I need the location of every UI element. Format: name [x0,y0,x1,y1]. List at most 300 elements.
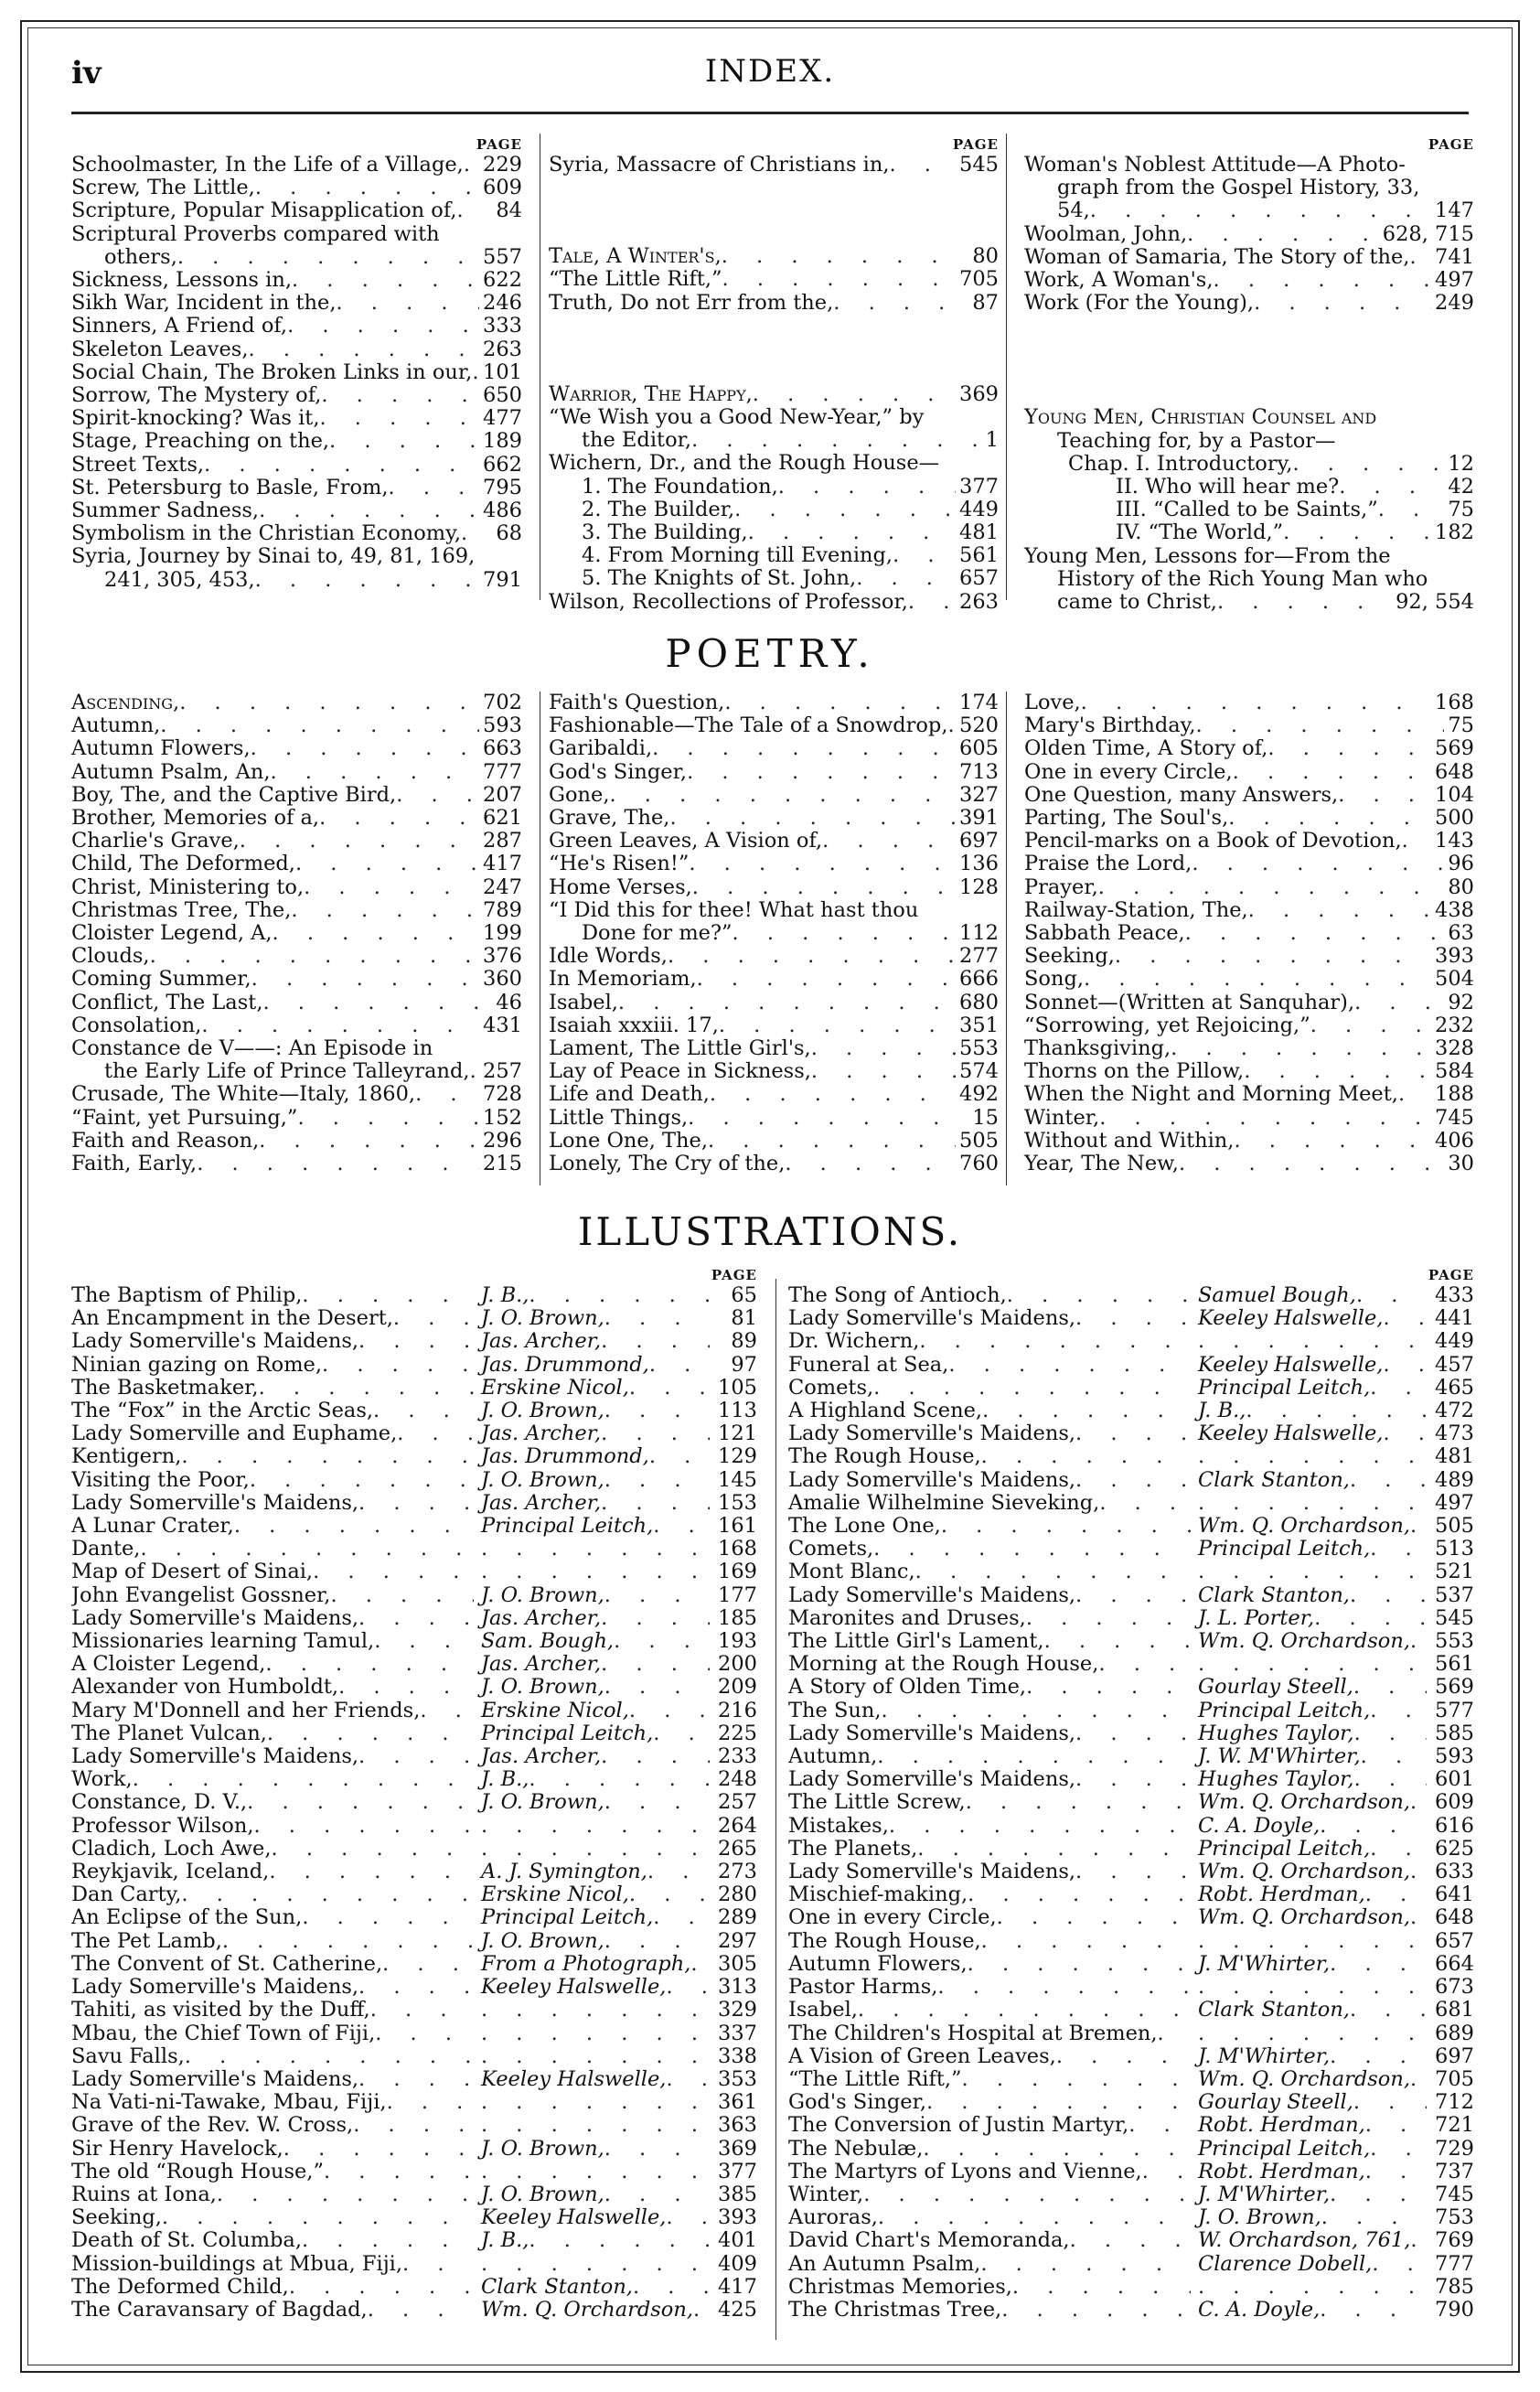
illustration-page: 553 [1435,1629,1474,1654]
illustration-title: Mary M'Donnell and her Friends, [71,1699,421,1722]
entry-title: Woolman, John, [1024,221,1188,246]
leader-dots [724,692,956,714]
illustration-entry [71,1791,757,1814]
illustration-artist: Sam. Bough, [481,1630,615,1654]
entry-title: Olden Time, A Story of, [1024,736,1268,761]
index-entry [1024,899,1474,922]
entry-title: “Faint, yet Pursuing,” [71,1105,298,1130]
illustration-title: Tahiti, as visited by the Duff, [71,1999,370,2022]
leader-dots [481,2161,710,2183]
index-entry [549,761,999,784]
page-label: PAGE [952,136,999,153]
illustration-entry [788,1722,1474,1745]
column-divider [775,1279,776,2340]
illustration-title: The “Fox” in the Arctic Seas, [71,1400,374,1423]
illustration-artist: Gourlay Steell, [1198,2091,1353,2115]
entry-page: 500 [1435,806,1474,831]
illustration-artist: Keeley Halswelle, [1198,1307,1384,1331]
entry-title: II. Who will hear me? [1116,475,1340,499]
illustration-entry [788,1354,1474,1377]
index-entry [1024,292,1474,315]
entry-title: Lonely, The Cry of the, [549,1152,786,1176]
illustration-page: 353 [718,2066,757,2091]
leader-dots [368,2299,474,2322]
illustration-artist: C. A. Doyle, [1198,2298,1321,2322]
leader-dots [1244,1060,1431,1083]
index-entry [71,876,522,899]
entry-title: Praise the Lord, [1024,852,1192,876]
illustration-artist: J. B., [481,1768,529,1792]
illustration-entry [788,1377,1474,1400]
entry-title: Constance de V——: An Episode in [71,1036,433,1061]
illustration-artist: J. O. Brown, [1198,2206,1321,2230]
leader-dots [481,1538,710,1561]
entry-title: Christ, Ministering to, [71,874,305,899]
leader-dots [250,1469,474,1492]
illustration-entry [788,2114,1474,2137]
illustration-entry [788,1883,1474,1906]
illustration-artist: Jas. Archer, [481,1422,602,1446]
index-entry [549,1014,999,1037]
leader-dots [1196,714,1445,737]
leader-dots [324,2161,474,2183]
leader-dots [1233,761,1431,784]
leader-dots [481,1838,710,1861]
illustration-entry [788,1630,1474,1653]
entry-page: 369 [959,381,999,406]
leader-dots [693,2299,710,2322]
index-entry [1024,1037,1474,1060]
entry-title: Sikh War, Incident in the, [71,291,337,316]
index-entry [1024,853,1474,875]
entry-title: “I Did this for thee! What hast thou [549,897,919,922]
illustration-title: A Story of Olden Time, [788,1676,1027,1700]
illustration-artist: Jas. Archer, [481,1606,602,1630]
index-entry [549,591,999,614]
leader-dots [1158,2022,1191,2045]
illustration-artist: Jas. Archer, [481,1330,602,1354]
entry-title: Chap. I. Introductory, [1068,451,1293,476]
illustration-title: Mbau, the Chief Town of Fiji, [71,2022,376,2045]
entry-page: 63 [1448,921,1474,946]
index-entry [71,1153,522,1175]
entry-title: 54, [1057,198,1090,223]
leader-dots [890,154,957,177]
illustration-entry [71,1976,757,1999]
entry-page: 628, 715 [1382,221,1474,246]
illustration-artist: C. A. Doyle, [1198,1814,1321,1838]
illustration-artist: J. O. Brown, [481,1468,604,1492]
spacer [1024,338,1474,360]
leader-dots [1410,1791,1427,1814]
leader-dots [1198,1445,1427,1468]
leader-dots [1410,1861,1427,1883]
entry-title: Thanksgiving, [1024,1036,1171,1061]
leader-dots [629,1700,710,1722]
leader-dots [1350,1584,1427,1607]
leader-dots [1198,1976,1427,1999]
entry-page: 75 [1448,713,1474,738]
leader-dots [649,1354,710,1377]
leader-dots [708,1130,956,1153]
leader-dots [1228,807,1431,830]
illustration-page: 729 [1435,2136,1474,2161]
index-entry [71,761,522,784]
illustration-page: 329 [718,1998,757,2022]
illustration-entry [788,1400,1474,1422]
leader-dots [1330,1953,1427,1976]
illustration-title: Lady Somerville and Euphame, [71,1422,398,1446]
illustration-title: The Pet Lamb, [71,1929,222,1953]
illustration-title: Auroras, [788,2206,878,2230]
leader-dots [358,1745,474,1768]
illustration-title: The Rough House, [788,1445,981,1469]
entry-page: 174 [959,691,999,714]
illustration-artist: W. Orchardson, 761, [1198,2229,1411,2253]
index-entry [549,1153,999,1175]
illustration-entry [788,1492,1474,1515]
leader-dots [1081,692,1431,714]
illustration-page: 393 [718,2205,757,2230]
illustration-artist: Robt. Herdman, [1198,2114,1365,2138]
illustration-page: 721 [1435,2113,1474,2138]
spacer [1024,360,1474,383]
illustration-title: The Martyrs of Lyons and Vienne, [788,2160,1142,2183]
index-entry [71,454,522,477]
index-entry [71,269,522,292]
leader-dots [1339,476,1444,499]
illustration-artist: Keeley Halswelle, [1198,1422,1384,1446]
illustration-title: The Christmas Tree, [788,2298,1002,2322]
entry-page: 391 [959,806,999,831]
leader-dots [1075,1584,1191,1607]
leader-dots [1383,1422,1427,1445]
leader-dots [601,1330,710,1353]
leader-dots [481,2253,710,2276]
leader-dots [358,2068,474,2091]
illustration-page: 193 [718,1629,757,1654]
index-entry [549,899,999,922]
leader-dots [1128,2114,1191,2137]
leader-dots [382,1953,474,1976]
illustration-page: 625 [1435,1836,1474,1861]
illustration-entry [71,2091,757,2114]
leader-dots [666,2068,710,2091]
leader-dots [653,1515,710,1538]
illustration-entry [788,1330,1474,1353]
illustration-title: The Planets, [788,1837,918,1861]
illustration-page: 609 [1435,1790,1474,1815]
illustration-artist: Hughes Taylor, [1198,1768,1354,1792]
illustration-title: Lady Somerville's Maidens, [788,1722,1076,1745]
entry-title: Sorrow, The Mystery of, [71,383,322,408]
leader-dots [338,1676,474,1699]
illustration-page: 790 [1435,2297,1474,2322]
leader-dots [604,1307,710,1330]
leader-dots [604,1676,710,1699]
illustration-page: 113 [718,1399,757,1423]
illustration-entry [71,2022,757,2045]
entry-page: 713 [959,759,999,784]
leader-dots [251,968,479,991]
leader-dots [201,1014,479,1037]
illustration-page: 472 [1435,1399,1474,1423]
index-entry [71,223,522,246]
entry-page: 188 [1435,1082,1474,1107]
leader-dots [863,2183,1191,2206]
index-entry [1024,1107,1474,1130]
leader-dots [601,1745,710,1768]
leader-dots [1185,922,1445,945]
entry-title: Christmas Tree, The, [71,897,292,922]
leader-dots [941,1515,1191,1538]
leader-dots [1099,1492,1191,1515]
illustration-title: Ruins at Iona, [71,2183,217,2206]
illustration-title: Ninian gazing on Rome, [71,1353,323,1377]
illustration-artist: Wm. Q. Orchardson, [1198,1515,1410,1539]
leader-dots [981,1930,1191,1953]
leader-dots [1075,1307,1191,1330]
index-entry [71,945,522,968]
illustration-artist: Keeley Halswelle, [481,2206,667,2230]
illustration-artist: Jas. Drummond, [481,1445,649,1469]
illustration-title: Savu Falls, [71,2044,185,2068]
entry-title: Faith, Early, [71,1152,198,1176]
illustration-entry [788,2138,1474,2161]
illustration-entry [71,2276,757,2299]
index-entry [1024,476,1474,499]
illustration-title: The Baptism of Philip, [71,1284,303,1307]
illustration-entry [71,1377,757,1400]
leader-dots [601,1653,710,1676]
illustration-artist: Principal Leitch, [1198,1699,1371,1722]
entry-page: 728 [483,1082,522,1107]
entry-title: Scriptural Proverbs compared with [71,221,440,246]
index-entry [71,361,522,384]
entry-title: Fashionable—The Tale of a Snowdrop, [549,713,948,738]
index-entry [71,407,522,430]
entry-page: 666 [959,967,999,992]
index-entry [1024,1083,1474,1106]
index-entry [549,830,999,853]
spacer [1024,383,1474,406]
illustrations-column-2 [788,1264,1474,2322]
leader-dots [1171,1037,1431,1060]
illustration-title: Mission-buildings at Mbua, Fiji, [71,2252,403,2276]
illustration-entry [71,1906,757,1929]
leader-dots [1254,292,1431,315]
leader-dots [719,1014,956,1037]
illustration-entry [788,2183,1474,2206]
entry-page: 569 [1435,736,1474,761]
index-entry [549,1130,999,1153]
leader-dots [1044,1630,1191,1653]
illustration-entry [71,1330,757,1353]
illustration-entry [788,2206,1474,2229]
leader-dots [1410,1906,1427,1929]
page-label: PAGE [476,136,522,153]
illustration-page: 313 [718,1975,757,2000]
entry-title: Parting, The Soul's, [1024,806,1229,831]
index-entry [71,499,522,522]
index-entry [71,784,522,807]
entry-title: Isabel, [549,990,618,1014]
leader-dots [753,383,956,406]
illustration-page: 712 [1435,2090,1474,2115]
index-entry [549,245,999,268]
illustration-page: 657 [1435,1928,1474,1953]
leader-dots [873,1377,1191,1400]
entry-page: 1 [985,428,999,453]
index-entry [1024,922,1474,945]
index-entry [1024,692,1474,714]
entry-page: 207 [483,782,522,807]
leader-dots [374,1630,474,1653]
entry-title: Coming Summer, [71,967,251,992]
illustration-entry [71,2229,757,2252]
leader-dots [1098,1653,1191,1676]
leader-dots [1179,1153,1444,1175]
leader-dots [687,761,956,784]
illustration-title: Constance, D. V., [71,1791,248,1815]
illustration-page: 305 [718,1951,757,1976]
leader-dots [481,2091,710,2114]
entry-title: Charlie's Grave, [71,829,240,853]
entry-page: 574 [959,1059,999,1084]
illustration-entry [788,1976,1474,1999]
illustration-title: Map of Desert of Sinai, [71,1561,314,1584]
entry-title: Child, The Deformed, [71,852,295,876]
entry-title: Grave, The, [549,806,670,831]
index-entry [549,922,999,945]
illustration-title: An Eclipse of the Sun, [71,1906,303,1930]
illustration-entry [788,2299,1474,2322]
leader-dots [420,1700,474,1722]
illustration-title: God's Singer, [788,2091,927,2115]
entry-page: 650 [483,383,522,408]
index-entry [71,1014,522,1037]
illustration-page: 465 [1435,1375,1474,1400]
leader-dots [1365,1883,1427,1906]
leader-dots [1198,2022,1427,2045]
entry-title: Work (For the Young), [1024,291,1255,316]
illustration-title: Lady Somerville's Maidens, [71,1491,359,1515]
index-entry [1024,1014,1474,1037]
illustration-title: The Little Girl's Lament, [788,1630,1044,1654]
leader-dots [240,830,479,853]
illustration-title: Autumn Flowers, [788,1952,968,1976]
leader-dots [968,1883,1191,1906]
leader-dots [1070,2229,1191,2252]
entry-title: Idle Words, [549,944,668,969]
illustration-artist: Erskine Nicol, [481,1376,629,1400]
entry-page: 84 [496,198,522,223]
entry-title: Lone One, The, [549,1128,708,1153]
illustration-title: Seeking, [71,2206,162,2230]
illustration-artist: Principal Leitch, [1198,1837,1371,1861]
index-entry [549,383,999,406]
leader-dots [692,876,956,899]
illustration-artist: Jas. Archer, [481,1653,602,1677]
leader-dots [604,1791,710,1814]
illustration-page: 385 [718,2182,757,2206]
poetry-column-2 [549,692,999,1175]
illustration-artist: Samuel Bough, [1198,1284,1356,1307]
entry-title: Faith's Question, [549,691,725,714]
leader-dots [181,1445,474,1468]
illustration-page: 777 [1435,2251,1474,2276]
index-entry [549,876,999,899]
entry-page: 80 [1448,874,1474,899]
leader-dots [358,1976,474,1999]
entry-page: 215 [483,1152,522,1176]
entry-title: Wilson, Recollections of Professor, [549,589,908,614]
index-entry [549,1037,999,1060]
leader-dots [255,177,479,199]
entry-title: Stage, Preaching on the, [71,429,330,454]
leader-dots [1099,1107,1431,1130]
header-rule [71,112,1469,114]
leader-dots [289,2276,474,2299]
leader-dots [710,1083,956,1106]
entry-title: came to Christ, [1057,590,1217,615]
illustration-entry [788,1953,1474,1976]
illustration-entry [71,1284,757,1307]
leader-dots [878,2206,1191,2229]
entry-page: 263 [959,589,999,614]
index-entry [549,406,999,429]
leader-dots [1090,199,1431,222]
illustration-entry [788,2229,1474,2252]
illustration-title: Lady Somerville's Maidens, [788,1768,1076,1792]
index-entry [1024,154,1474,177]
illustration-page: 457 [1435,1352,1474,1377]
entry-page: 128 [959,874,999,899]
entry-page: 249 [1435,291,1474,316]
index-entry [71,1130,522,1153]
entry-page: 741 [1435,244,1474,269]
leader-dots [1372,2253,1427,2276]
leader-dots [1330,2045,1427,2068]
entry-title: In Memoriam, [549,967,697,992]
illustration-page: 105 [718,1375,757,1400]
leader-dots [358,1607,474,1630]
entry-title: 5. The Knights of St. John, [582,566,857,591]
illustration-page: 441 [1435,1306,1474,1331]
illustration-page: 200 [718,1652,757,1677]
illustration-title: “The Little Rift,” [788,2067,962,2091]
entry-page: 777 [483,759,522,784]
leader-dots [1142,2161,1191,2183]
entry-page: 246 [483,291,522,316]
leader-dots [267,1722,474,1745]
entry-page: 789 [483,897,522,922]
leader-dots [722,245,969,268]
leader-dots [1383,1307,1427,1330]
index-entry [549,968,999,991]
entry-title: Little Things, [549,1105,689,1130]
illustration-page: 169 [718,1560,757,1584]
illustration-entry [71,2138,757,2161]
entry-title: 3. The Building, [582,520,748,545]
entry-page: 431 [483,1013,522,1037]
illustration-artist: Jas. Archer, [481,1491,602,1515]
illustration-artist: Clark Stanton, [1198,1583,1350,1607]
illustration-page: 216 [718,1698,757,1722]
leader-dots [181,1883,474,1906]
illustration-title: Lady Somerville's Maidens, [788,1583,1076,1607]
entry-page: 229 [483,153,522,177]
